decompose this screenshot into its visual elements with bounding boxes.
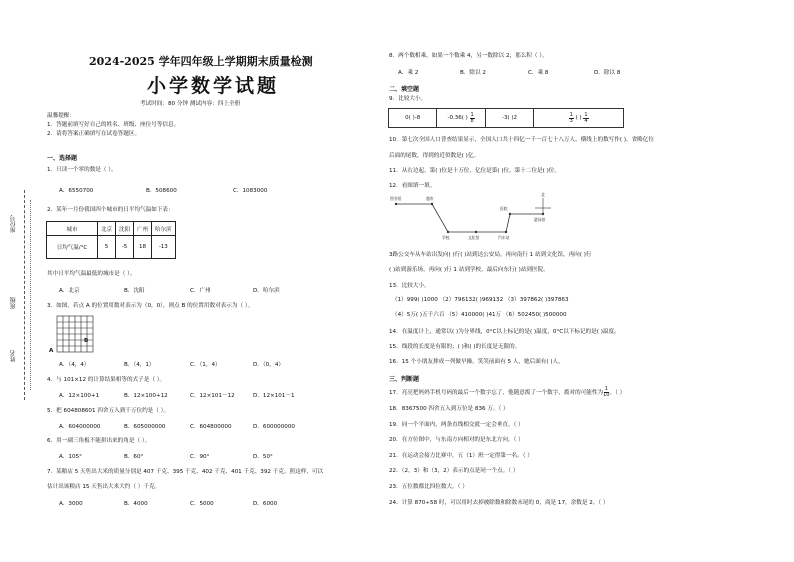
q2-text: 2．某年一月份我国四个城市的日平均气温如下表： bbox=[47, 207, 174, 213]
q16-text: 16．15 个小朋友排成一列做早操。笑笑前面有 5 人，她后面有( )人。 bbox=[389, 359, 564, 365]
class-label: 班级 bbox=[10, 297, 17, 309]
q1-opt-b: B．508600 bbox=[146, 188, 177, 194]
exam-main-title: 小学数学试题 bbox=[147, 75, 280, 97]
q8-opt-c: C．乘 8 bbox=[528, 70, 549, 76]
q3-opt-d: D．（0，4） bbox=[253, 362, 285, 368]
q6-text: 6．用一副三角板不能拼出来的角是（ ）。 bbox=[47, 438, 151, 444]
q5-opt-c: C．604800000 bbox=[190, 424, 232, 430]
binding-line bbox=[24, 190, 25, 400]
table-cell: -13 bbox=[152, 236, 176, 259]
compass-north: 北 bbox=[541, 192, 545, 197]
place-supermarket: 超市 bbox=[426, 196, 434, 201]
q13-row-1: （1）999( )1000 （2）796132( )969132 （3）397862( )397863 bbox=[392, 297, 569, 303]
table-cell: 沈阳 bbox=[116, 222, 134, 236]
fraction: $\frac{1}{4}$ bbox=[584, 111, 588, 124]
q10-text-2: 后面的尾数，得到的近似数是( )亿。 bbox=[389, 153, 480, 159]
q5-text: 5．把 604808601 四舍五入到千万位约是（ ）。 bbox=[47, 408, 170, 414]
place-hospital: 医院 bbox=[500, 206, 508, 211]
q7-opt-d: D．6000 bbox=[253, 501, 278, 507]
seat-label: 座位号 bbox=[10, 215, 17, 233]
q3-opt-b: B．（4，1） bbox=[124, 362, 155, 368]
q1-opt-a: A．6550700 bbox=[59, 188, 94, 194]
place-pool: 游泳馆 bbox=[534, 217, 546, 222]
coordinate-grid bbox=[56, 315, 94, 353]
q11-text: 11．从右边起，第( )位是十万位，亿位是第( )位，第十二位是( )位。 bbox=[389, 168, 560, 174]
q14-text: 14．在温度计上，通常以( )为分界线，0°C以上标记的是( )温度，0°C以下标记的是( )温度。 bbox=[389, 329, 620, 335]
q8-opt-d: D．除以 8 bbox=[594, 70, 621, 76]
compare-cell: $\frac{1}{3}$ ( ) $\frac{1}{4}$ bbox=[569, 111, 588, 124]
notice-title: 温馨提醒： bbox=[47, 113, 75, 119]
q5-opt-a: A．604000000 bbox=[59, 424, 101, 430]
name-label: 姓名 bbox=[10, 350, 17, 362]
compare-table bbox=[388, 108, 624, 128]
q4-text: 4．与 101×12 的计算结果相等的式子是（ ）。 bbox=[47, 377, 166, 383]
q21-text: 21．在运动会接力比赛中，五（1）班一定得第一名。（ ） bbox=[389, 453, 533, 459]
q6-opt-c: C．90° bbox=[190, 454, 210, 460]
q4-opt-c: C．12×101－12 bbox=[190, 393, 235, 399]
q13-text: 13．比较大小。 bbox=[389, 283, 430, 289]
table-cell: 日均气温/°C bbox=[47, 236, 98, 259]
q2-opt-a: A．北京 bbox=[59, 288, 80, 294]
exam-meta: 考试时间：80 分钟 测试内容：四上全册 bbox=[140, 101, 241, 107]
q9-text: 9．比较大小。 bbox=[389, 96, 427, 102]
grid-point-b: B bbox=[84, 338, 89, 344]
q7-text: 7．某粮店 5 天售出大米的质量分别是 407 千克、395 千克、402 千克、401 千克、392 千克。照这样，可以 bbox=[47, 469, 324, 475]
table-cell: 哈尔滨 bbox=[152, 222, 176, 236]
fraction: $\frac{1}{8}$ bbox=[470, 111, 474, 124]
q5-opt-d: D．600000000 bbox=[253, 424, 295, 430]
q7-opt-a: A．3000 bbox=[59, 501, 83, 507]
q4-opt-b: B．12×100+12 bbox=[124, 393, 168, 399]
q12-fill-2: ( )站到游乐场，再向( )行 1 站到学校，最后向东行( )站到医院。 bbox=[389, 267, 549, 273]
q24-text: 24．计算 870÷58 时，可以用时去掉被除数和除数末尾的 0，商是 17，余数是 2。（ ） bbox=[389, 500, 609, 506]
table-cell: 城市 bbox=[47, 222, 98, 236]
q6-opt-d: D．50° bbox=[253, 454, 273, 460]
table-cell: 5 bbox=[98, 236, 116, 259]
q3-opt-c: C．（1，4） bbox=[190, 362, 221, 368]
table-cell: -5 bbox=[116, 236, 134, 259]
route-map-labels bbox=[388, 192, 578, 244]
q8-opt-a: A．乘 2 bbox=[398, 70, 419, 76]
q22-text: 22．（2，3）和（3，2）表示的点是同一个点。（ ） bbox=[389, 468, 519, 474]
q1-opt-c: C．1083000 bbox=[233, 188, 268, 194]
section-choice-title: 一、选择题 bbox=[47, 155, 78, 162]
q4-opt-a: A．12×100+1 bbox=[59, 393, 100, 399]
q5-opt-b: B．605000000 bbox=[124, 424, 166, 430]
q2-subtext: 其中日平均气温最低的城市是（ ）。 bbox=[47, 271, 136, 277]
fraction: $\frac{1}{10}$ bbox=[603, 386, 610, 398]
q7-text-2: 估计出该粮店 15 天售出大米大约（ ）千克。 bbox=[47, 484, 161, 490]
exam-year-title: 2024-2025 学年四年级上学期期末质量检测 bbox=[89, 55, 313, 68]
place-bus-station: 汽车站 bbox=[498, 235, 510, 240]
q19-text: 19．同一个平面内，两条直线相交就一定会垂直。（ ） bbox=[389, 422, 524, 428]
q6-opt-b: B．60° bbox=[124, 454, 144, 460]
q6-opt-a: A．105° bbox=[59, 454, 82, 460]
q10-text: 10．第七次全国人口普查结果显示，全国人口共十四亿一千一百七十八万人，横线上的数写作( )，省略亿位 bbox=[389, 137, 654, 143]
q23-text: 23．五位数都比四位数大。（ ） bbox=[389, 484, 468, 490]
q13-row-2: （4）5万( )五千六百 （5）410000( )41万 （6）502450( )500000 bbox=[392, 312, 567, 318]
notice-line-1: 1．答题前填写好自己的姓名、班级、座位号等信息。 bbox=[47, 122, 180, 128]
table-row bbox=[47, 222, 176, 236]
table-row bbox=[47, 236, 176, 259]
q2-opt-b: B．沈阳 bbox=[124, 288, 145, 294]
q17-text: 17．亮亮把妈妈手机号码的最后一个数字忘了，他随意拨了一个数字，拨对的可能性为 $\frac{1}{10}$ 。（ ） bbox=[389, 386, 626, 398]
q4-opt-d: D．12×101－1 bbox=[253, 393, 295, 399]
compare-cell: -0.36( ) $\frac{1}{8}$ bbox=[437, 109, 485, 127]
q7-opt-b: B．4000 bbox=[124, 501, 148, 507]
table-cell: 广州 bbox=[134, 222, 152, 236]
compare-cell: -3( )2 bbox=[486, 109, 534, 127]
q3-opt-a: A．（4，4） bbox=[59, 362, 90, 368]
q15-text: 15．线段的长度是有限的；( )和( )的长度是无限的。 bbox=[389, 344, 521, 350]
q18-text: 18．8367500 四舍五入到万位是 836 万。（ ） bbox=[389, 406, 509, 412]
q3-text: 3．如图，若点 A 的位置用数对表示为（0，0），则点 B 的位置用数对表示为（ ）。 bbox=[47, 303, 254, 309]
q12-text: 12．看图填一填。 bbox=[389, 183, 436, 189]
temperature-table bbox=[46, 221, 176, 259]
notice-line-2: 2．请将答案正确填写在试卷答题区。 bbox=[47, 131, 141, 137]
section-judge-title: 三、判断题 bbox=[389, 376, 420, 383]
binding-line-inner bbox=[30, 200, 31, 390]
q20-text: 20．在方位图中，与东南方向相对的是东北方向。（ ） bbox=[389, 437, 524, 443]
table-cell: 北京 bbox=[98, 222, 116, 236]
place-school: 学校 bbox=[442, 235, 450, 240]
q2-opt-d: D．哈尔滨 bbox=[253, 288, 280, 294]
table-cell: 18 bbox=[134, 236, 152, 259]
q2-opt-c: C．广州 bbox=[190, 288, 211, 294]
compare-cell: 0( )-8 bbox=[389, 109, 437, 127]
place-library: 图书馆 bbox=[390, 196, 402, 201]
grid-point-a: A bbox=[49, 348, 54, 354]
place-culture-hall: 文化馆 bbox=[468, 235, 480, 240]
q7-opt-c: C．5000 bbox=[190, 501, 214, 507]
fraction: $\frac{1}{3}$ bbox=[569, 111, 573, 124]
section-fill-title: 二、填空题 bbox=[389, 86, 420, 93]
q8-text: 8．两个数相乘，如果一个数乘 4，另一数除以 2，那么积（ ）。 bbox=[389, 53, 548, 59]
q1-text: 1．只读一个零的数是（ ）。 bbox=[47, 167, 117, 173]
q8-opt-b: B．除以 2 bbox=[460, 70, 486, 76]
q12-fill-1: 3路公交车从车站出发向( )行( )站到达公安局，再向南行 1 站到文化馆，再向( )行 bbox=[389, 252, 592, 258]
